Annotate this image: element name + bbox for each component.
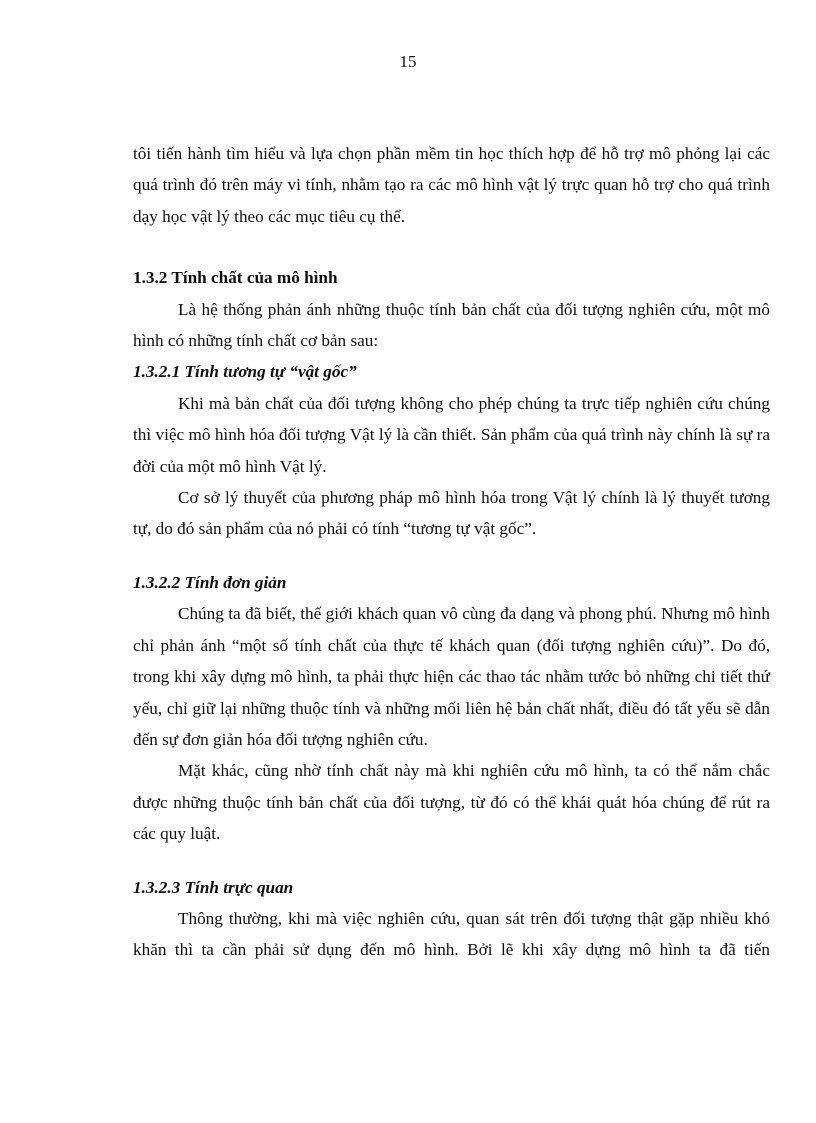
section-heading-1-3-2: 1.3.2 Tính chất của mô hình: [133, 268, 338, 288]
subsection-heading-1-3-2-3: 1.3.2.3 Tính trực quan: [133, 877, 294, 897]
subsection-1-3-2-1-paragraph-1: Khi mà bản chất của đối tượng không cho phép chúng ta trực tiếp nghiên cứu chúng thì việc mô hình hóa đối tượng Vật lý là cần thiết. Sản phẩm của quá trình này chính là sự ra đời của một mô hình Vật lý.: [133, 393, 770, 476]
section-spacer: [133, 545, 770, 567]
section-1-3-2-paragraph: Là hệ thống phản ánh những thuộc tính bản chất của đối tượng nghiên cứu, một mô hình có những tính chất cơ bản sau:: [133, 299, 770, 351]
intro-paragraph: tôi tiến hành tìm hiểu và lựa chọn phần mềm tin học thích hợp để hỗ trợ mô phỏng lại các quá trình đó trên máy vi tính, nhằm tạo ra các mô hình vật lý trực quan hỗ trợ cho quá trình dạy học vật lý theo các mục tiêu cụ thể.: [133, 144, 770, 226]
document-body: [133, 138, 770, 966]
page-number: 15: [399, 52, 417, 71]
section-spacer: [133, 850, 770, 872]
subsection-heading-1-3-2-1: 1.3.2.1 Tính tương tự “vật gốc”: [133, 362, 357, 382]
subsection-1-3-2-1-paragraph-2: Cơ sở lý thuyết của phương pháp mô hình hóa trong Vật lý chính là lý thuyết tương tự, do đó sản phẩm của nó phải có tính “tương tự vật gốc”.: [133, 488, 770, 539]
subsection-1-3-2-2-paragraph-2: Mặt khác, cũng nhờ tính chất này mà khi nghiên cứu mô hình, ta có thể nắm chắc được những thuộc tính bản chất của đối tượng, từ đó có thể khái quát hóa chúng để rút ra các quy luật.: [133, 761, 770, 844]
subsection-1-3-2-3-paragraph-1: Thông thường, khi mà việc nghiên cứu, quan sát trên đối tượng thật gặp nhiều khó khăn thì ta cần phải sử dụng đến mô hình. Bởi lẽ khi xây dựng mô hình ta đã tiến: [133, 908, 770, 960]
subsection-heading-1-3-2-2: 1.3.2.2 Tính đơn giản: [133, 572, 287, 592]
section-spacer: [133, 232, 770, 262]
subsection-1-3-2-2-paragraph-1: Chúng ta đã biết, thế giới khách quan vô cùng đa dạng và phong phú. Nhưng mô hình chỉ phản ánh “một số tính chất của thực tế khách quan (đối tượng nghiên cứu)”. Do đó, trong khi xây dựng mô hình, ta phải thực hiện các thao tác nhằm tước bỏ những chi tiết thứ yếu, chỉ giữ lại những thuộc tính và những mối liên hệ bản chất nhất, điều đó tất yếu sẽ dẫn đến sự đơn giản hóa đối tượng nghiên cứu.: [133, 604, 770, 749]
